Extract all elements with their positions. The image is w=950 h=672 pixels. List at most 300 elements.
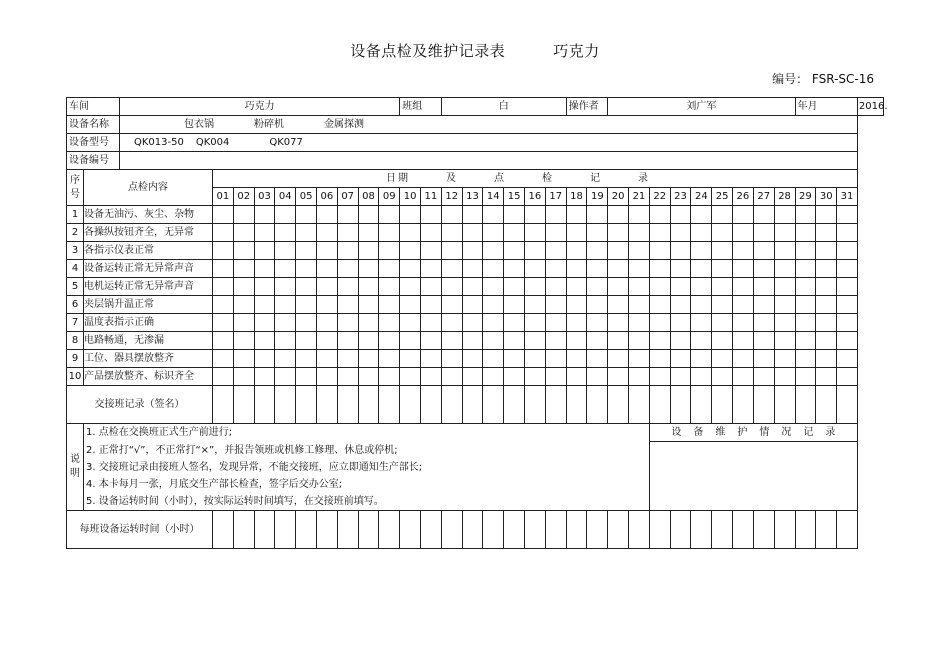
hours-cell[interactable]: [649, 510, 670, 548]
signature-cell[interactable]: [774, 386, 795, 424]
check-cell[interactable]: [816, 278, 837, 296]
check-cell[interactable]: [733, 314, 754, 332]
check-cell[interactable]: [337, 242, 358, 260]
signature-cell[interactable]: [254, 386, 275, 424]
signature-cell[interactable]: [275, 386, 296, 424]
check-cell[interactable]: [379, 368, 400, 386]
check-cell[interactable]: [421, 278, 442, 296]
check-cell[interactable]: [275, 350, 296, 368]
check-cell[interactable]: [275, 332, 296, 350]
check-cell[interactable]: [712, 314, 733, 332]
check-cell[interactable]: [837, 332, 858, 350]
check-cell[interactable]: [483, 278, 504, 296]
check-cell[interactable]: [649, 368, 670, 386]
check-cell[interactable]: [337, 314, 358, 332]
check-cell[interactable]: [608, 260, 629, 278]
check-cell[interactable]: [421, 314, 442, 332]
check-cell[interactable]: [254, 296, 275, 314]
check-cell[interactable]: [566, 278, 587, 296]
check-cell[interactable]: [733, 260, 754, 278]
check-cell[interactable]: [816, 314, 837, 332]
check-cell[interactable]: [254, 278, 275, 296]
hours-cell[interactable]: [795, 510, 816, 548]
check-cell[interactable]: [753, 224, 774, 242]
check-cell[interactable]: [441, 332, 462, 350]
check-cell[interactable]: [670, 242, 691, 260]
check-cell[interactable]: [837, 368, 858, 386]
check-cell[interactable]: [233, 242, 254, 260]
check-cell[interactable]: [566, 296, 587, 314]
check-cell[interactable]: [753, 332, 774, 350]
signature-cell[interactable]: [670, 386, 691, 424]
check-cell[interactable]: [587, 350, 608, 368]
check-cell[interactable]: [691, 368, 712, 386]
check-cell[interactable]: [670, 260, 691, 278]
check-cell[interactable]: [213, 206, 234, 224]
check-cell[interactable]: [379, 350, 400, 368]
check-cell[interactable]: [670, 314, 691, 332]
check-cell[interactable]: [379, 332, 400, 350]
hours-cell[interactable]: [566, 510, 587, 548]
check-cell[interactable]: [816, 260, 837, 278]
hours-cell[interactable]: [712, 510, 733, 548]
check-cell[interactable]: [795, 296, 816, 314]
check-cell[interactable]: [213, 224, 234, 242]
check-cell[interactable]: [566, 224, 587, 242]
check-cell[interactable]: [774, 296, 795, 314]
signature-cell[interactable]: [545, 386, 566, 424]
check-cell[interactable]: [587, 224, 608, 242]
check-cell[interactable]: [254, 368, 275, 386]
hours-cell[interactable]: [358, 510, 379, 548]
check-cell[interactable]: [587, 332, 608, 350]
check-cell[interactable]: [462, 242, 483, 260]
hours-cell[interactable]: [462, 510, 483, 548]
check-cell[interactable]: [629, 296, 650, 314]
check-cell[interactable]: [504, 350, 525, 368]
check-cell[interactable]: [649, 260, 670, 278]
check-cell[interactable]: [524, 314, 545, 332]
check-cell[interactable]: [712, 332, 733, 350]
check-cell[interactable]: [504, 332, 525, 350]
check-cell[interactable]: [837, 224, 858, 242]
hours-cell[interactable]: [774, 510, 795, 548]
check-cell[interactable]: [816, 296, 837, 314]
hours-cell[interactable]: [837, 510, 858, 548]
check-cell[interactable]: [774, 206, 795, 224]
check-cell[interactable]: [504, 278, 525, 296]
signature-cell[interactable]: [587, 386, 608, 424]
check-cell[interactable]: [337, 368, 358, 386]
check-cell[interactable]: [358, 296, 379, 314]
check-cell[interactable]: [733, 278, 754, 296]
check-cell[interactable]: [733, 350, 754, 368]
check-cell[interactable]: [421, 242, 442, 260]
check-cell[interactable]: [400, 368, 421, 386]
signature-cell[interactable]: [608, 386, 629, 424]
check-cell[interactable]: [483, 242, 504, 260]
check-cell[interactable]: [462, 350, 483, 368]
check-cell[interactable]: [753, 206, 774, 224]
check-cell[interactable]: [441, 368, 462, 386]
hours-cell[interactable]: [816, 510, 837, 548]
check-cell[interactable]: [795, 350, 816, 368]
check-cell[interactable]: [670, 206, 691, 224]
check-cell[interactable]: [629, 224, 650, 242]
check-cell[interactable]: [733, 242, 754, 260]
check-cell[interactable]: [629, 314, 650, 332]
hours-cell[interactable]: [421, 510, 442, 548]
check-cell[interactable]: [441, 242, 462, 260]
check-cell[interactable]: [670, 224, 691, 242]
check-cell[interactable]: [545, 296, 566, 314]
check-cell[interactable]: [774, 314, 795, 332]
check-cell[interactable]: [296, 332, 317, 350]
check-cell[interactable]: [483, 224, 504, 242]
hours-cell[interactable]: [254, 510, 275, 548]
signature-cell[interactable]: [213, 386, 234, 424]
check-cell[interactable]: [379, 206, 400, 224]
hours-cell[interactable]: [733, 510, 754, 548]
signature-cell[interactable]: [566, 386, 587, 424]
check-cell[interactable]: [296, 314, 317, 332]
check-cell[interactable]: [691, 332, 712, 350]
check-cell[interactable]: [733, 368, 754, 386]
check-cell[interactable]: [649, 350, 670, 368]
check-cell[interactable]: [337, 350, 358, 368]
hours-cell[interactable]: [400, 510, 421, 548]
check-cell[interactable]: [837, 242, 858, 260]
check-cell[interactable]: [691, 260, 712, 278]
check-cell[interactable]: [316, 260, 337, 278]
check-cell[interactable]: [649, 332, 670, 350]
check-cell[interactable]: [837, 314, 858, 332]
check-cell[interactable]: [608, 242, 629, 260]
check-cell[interactable]: [316, 332, 337, 350]
signature-cell[interactable]: [712, 386, 733, 424]
check-cell[interactable]: [483, 350, 504, 368]
check-cell[interactable]: [316, 296, 337, 314]
check-cell[interactable]: [296, 296, 317, 314]
check-cell[interactable]: [608, 206, 629, 224]
signature-cell[interactable]: [441, 386, 462, 424]
maintenance-record-area[interactable]: [649, 442, 857, 511]
check-cell[interactable]: [545, 332, 566, 350]
check-cell[interactable]: [816, 242, 837, 260]
check-cell[interactable]: [545, 224, 566, 242]
check-cell[interactable]: [337, 206, 358, 224]
check-cell[interactable]: [400, 332, 421, 350]
check-cell[interactable]: [483, 296, 504, 314]
check-cell[interactable]: [524, 224, 545, 242]
check-cell[interactable]: [753, 278, 774, 296]
check-cell[interactable]: [691, 278, 712, 296]
check-cell[interactable]: [213, 242, 234, 260]
check-cell[interactable]: [358, 314, 379, 332]
check-cell[interactable]: [629, 242, 650, 260]
hours-cell[interactable]: [670, 510, 691, 548]
check-cell[interactable]: [545, 368, 566, 386]
check-cell[interactable]: [421, 206, 442, 224]
check-cell[interactable]: [816, 224, 837, 242]
check-cell[interactable]: [795, 260, 816, 278]
check-cell[interactable]: [774, 224, 795, 242]
check-cell[interactable]: [566, 350, 587, 368]
check-cell[interactable]: [691, 314, 712, 332]
check-cell[interactable]: [587, 368, 608, 386]
check-cell[interactable]: [233, 206, 254, 224]
check-cell[interactable]: [545, 260, 566, 278]
hours-cell[interactable]: [296, 510, 317, 548]
check-cell[interactable]: [566, 368, 587, 386]
check-cell[interactable]: [358, 278, 379, 296]
check-cell[interactable]: [213, 296, 234, 314]
check-cell[interactable]: [504, 314, 525, 332]
signature-cell[interactable]: [753, 386, 774, 424]
check-cell[interactable]: [441, 296, 462, 314]
check-cell[interactable]: [566, 206, 587, 224]
check-cell[interactable]: [733, 332, 754, 350]
check-cell[interactable]: [649, 206, 670, 224]
signature-cell[interactable]: [233, 386, 254, 424]
check-cell[interactable]: [629, 260, 650, 278]
check-cell[interactable]: [629, 332, 650, 350]
check-cell[interactable]: [400, 296, 421, 314]
check-cell[interactable]: [462, 260, 483, 278]
check-cell[interactable]: [275, 314, 296, 332]
check-cell[interactable]: [670, 332, 691, 350]
check-cell[interactable]: [213, 368, 234, 386]
check-cell[interactable]: [483, 332, 504, 350]
check-cell[interactable]: [213, 260, 234, 278]
check-cell[interactable]: [316, 278, 337, 296]
signature-cell[interactable]: [691, 386, 712, 424]
check-cell[interactable]: [379, 224, 400, 242]
check-cell[interactable]: [629, 368, 650, 386]
check-cell[interactable]: [691, 296, 712, 314]
check-cell[interactable]: [296, 224, 317, 242]
signature-cell[interactable]: [337, 386, 358, 424]
check-cell[interactable]: [275, 278, 296, 296]
check-cell[interactable]: [587, 296, 608, 314]
check-cell[interactable]: [379, 260, 400, 278]
check-cell[interactable]: [712, 242, 733, 260]
check-cell[interactable]: [816, 332, 837, 350]
check-cell[interactable]: [275, 224, 296, 242]
check-cell[interactable]: [358, 332, 379, 350]
check-cell[interactable]: [441, 260, 462, 278]
check-cell[interactable]: [524, 332, 545, 350]
check-cell[interactable]: [774, 278, 795, 296]
check-cell[interactable]: [587, 278, 608, 296]
check-cell[interactable]: [753, 242, 774, 260]
check-cell[interactable]: [441, 314, 462, 332]
check-cell[interactable]: [400, 242, 421, 260]
check-cell[interactable]: [566, 242, 587, 260]
check-cell[interactable]: [774, 242, 795, 260]
check-cell[interactable]: [358, 224, 379, 242]
check-cell[interactable]: [566, 332, 587, 350]
check-cell[interactable]: [545, 242, 566, 260]
check-cell[interactable]: [483, 260, 504, 278]
hours-cell[interactable]: [753, 510, 774, 548]
check-cell[interactable]: [649, 224, 670, 242]
check-cell[interactable]: [629, 350, 650, 368]
check-cell[interactable]: [358, 260, 379, 278]
check-cell[interactable]: [441, 350, 462, 368]
check-cell[interactable]: [712, 206, 733, 224]
check-cell[interactable]: [816, 206, 837, 224]
check-cell[interactable]: [587, 206, 608, 224]
check-cell[interactable]: [483, 314, 504, 332]
check-cell[interactable]: [504, 296, 525, 314]
check-cell[interactable]: [233, 260, 254, 278]
check-cell[interactable]: [233, 368, 254, 386]
check-cell[interactable]: [587, 242, 608, 260]
check-cell[interactable]: [358, 368, 379, 386]
check-cell[interactable]: [837, 260, 858, 278]
check-cell[interactable]: [691, 350, 712, 368]
check-cell[interactable]: [483, 368, 504, 386]
hours-cell[interactable]: [608, 510, 629, 548]
signature-cell[interactable]: [504, 386, 525, 424]
check-cell[interactable]: [733, 296, 754, 314]
signature-cell[interactable]: [524, 386, 545, 424]
check-cell[interactable]: [753, 260, 774, 278]
signature-cell[interactable]: [296, 386, 317, 424]
check-cell[interactable]: [774, 260, 795, 278]
hours-cell[interactable]: [213, 510, 234, 548]
check-cell[interactable]: [421, 296, 442, 314]
check-cell[interactable]: [400, 260, 421, 278]
signature-cell[interactable]: [483, 386, 504, 424]
check-cell[interactable]: [629, 278, 650, 296]
check-cell[interactable]: [254, 350, 275, 368]
check-cell[interactable]: [296, 350, 317, 368]
check-cell[interactable]: [774, 350, 795, 368]
check-cell[interactable]: [524, 242, 545, 260]
check-cell[interactable]: [608, 350, 629, 368]
signature-cell[interactable]: [379, 386, 400, 424]
hours-cell[interactable]: [629, 510, 650, 548]
check-cell[interactable]: [608, 332, 629, 350]
check-cell[interactable]: [795, 314, 816, 332]
check-cell[interactable]: [816, 368, 837, 386]
check-cell[interactable]: [649, 314, 670, 332]
check-cell[interactable]: [670, 296, 691, 314]
check-cell[interactable]: [337, 332, 358, 350]
check-cell[interactable]: [837, 350, 858, 368]
check-cell[interactable]: [608, 224, 629, 242]
check-cell[interactable]: [233, 314, 254, 332]
check-cell[interactable]: [337, 278, 358, 296]
check-cell[interactable]: [337, 296, 358, 314]
check-cell[interactable]: [233, 296, 254, 314]
check-cell[interactable]: [483, 206, 504, 224]
check-cell[interactable]: [358, 206, 379, 224]
check-cell[interactable]: [608, 368, 629, 386]
signature-cell[interactable]: [400, 386, 421, 424]
check-cell[interactable]: [587, 314, 608, 332]
check-cell[interactable]: [316, 224, 337, 242]
check-cell[interactable]: [691, 206, 712, 224]
check-cell[interactable]: [733, 224, 754, 242]
check-cell[interactable]: [753, 350, 774, 368]
check-cell[interactable]: [795, 332, 816, 350]
check-cell[interactable]: [358, 242, 379, 260]
check-cell[interactable]: [254, 314, 275, 332]
hours-cell[interactable]: [379, 510, 400, 548]
check-cell[interactable]: [233, 224, 254, 242]
check-cell[interactable]: [712, 278, 733, 296]
check-cell[interactable]: [462, 332, 483, 350]
check-cell[interactable]: [233, 332, 254, 350]
check-cell[interactable]: [400, 224, 421, 242]
check-cell[interactable]: [670, 278, 691, 296]
check-cell[interactable]: [358, 350, 379, 368]
check-cell[interactable]: [587, 260, 608, 278]
hours-cell[interactable]: [441, 510, 462, 548]
check-cell[interactable]: [421, 260, 442, 278]
check-cell[interactable]: [275, 242, 296, 260]
check-cell[interactable]: [524, 278, 545, 296]
check-cell[interactable]: [379, 296, 400, 314]
check-cell[interactable]: [816, 350, 837, 368]
check-cell[interactable]: [795, 278, 816, 296]
check-cell[interactable]: [524, 206, 545, 224]
check-cell[interactable]: [795, 206, 816, 224]
check-cell[interactable]: [795, 224, 816, 242]
check-cell[interactable]: [337, 224, 358, 242]
check-cell[interactable]: [462, 206, 483, 224]
check-cell[interactable]: [421, 350, 442, 368]
check-cell[interactable]: [421, 368, 442, 386]
check-cell[interactable]: [774, 332, 795, 350]
check-cell[interactable]: [462, 224, 483, 242]
hours-cell[interactable]: [483, 510, 504, 548]
signature-cell[interactable]: [649, 386, 670, 424]
check-cell[interactable]: [712, 368, 733, 386]
check-cell[interactable]: [254, 224, 275, 242]
check-cell[interactable]: [504, 260, 525, 278]
check-cell[interactable]: [296, 368, 317, 386]
hours-cell[interactable]: [337, 510, 358, 548]
check-cell[interactable]: [316, 350, 337, 368]
check-cell[interactable]: [275, 368, 296, 386]
check-cell[interactable]: [254, 332, 275, 350]
signature-cell[interactable]: [733, 386, 754, 424]
check-cell[interactable]: [296, 260, 317, 278]
check-cell[interactable]: [566, 260, 587, 278]
signature-cell[interactable]: [462, 386, 483, 424]
check-cell[interactable]: [566, 314, 587, 332]
check-cell[interactable]: [753, 314, 774, 332]
check-cell[interactable]: [837, 296, 858, 314]
signature-cell[interactable]: [795, 386, 816, 424]
check-cell[interactable]: [296, 206, 317, 224]
check-cell[interactable]: [712, 350, 733, 368]
check-cell[interactable]: [400, 314, 421, 332]
signature-cell[interactable]: [837, 386, 858, 424]
check-cell[interactable]: [753, 296, 774, 314]
check-cell[interactable]: [649, 278, 670, 296]
check-cell[interactable]: [233, 278, 254, 296]
hours-cell[interactable]: [545, 510, 566, 548]
check-cell[interactable]: [379, 314, 400, 332]
check-cell[interactable]: [504, 368, 525, 386]
check-cell[interactable]: [712, 260, 733, 278]
check-cell[interactable]: [629, 206, 650, 224]
